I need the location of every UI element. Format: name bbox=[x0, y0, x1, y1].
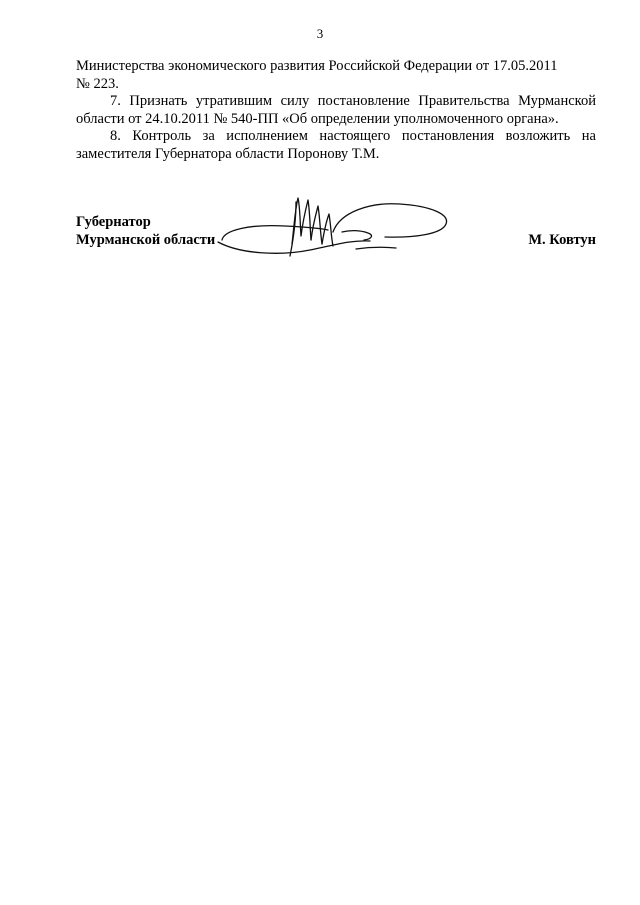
handwritten-signature bbox=[210, 192, 480, 267]
page-number: 3 bbox=[316, 26, 324, 41]
signatory-title bbox=[76, 214, 215, 249]
paragraph-7: 7. Признать утратившим силу постановление Правительства Мурманской области от 24.10.2011 № 540-ПП «Об определении уполномоченного органа». bbox=[76, 93, 596, 127]
paragraph-8: 8. Контроль за исполнением настоящего постановления возложить на заместителя Губернатора области Поронову Т.М. bbox=[76, 128, 596, 162]
paragraph-continuation-line1: Министерства экономического развития Российской Федерации от 17.05.2011 bbox=[76, 58, 558, 74]
signatory-title-line2: Мурманской области bbox=[76, 231, 216, 248]
paragraph-continuation-line2: № 223. bbox=[76, 75, 119, 92]
paragraph-continuation bbox=[76, 58, 596, 93]
signatory-title-line1: Губернатор bbox=[76, 214, 151, 230]
document-body bbox=[76, 58, 596, 163]
signatory-name: М. Ковтун bbox=[528, 231, 596, 248]
